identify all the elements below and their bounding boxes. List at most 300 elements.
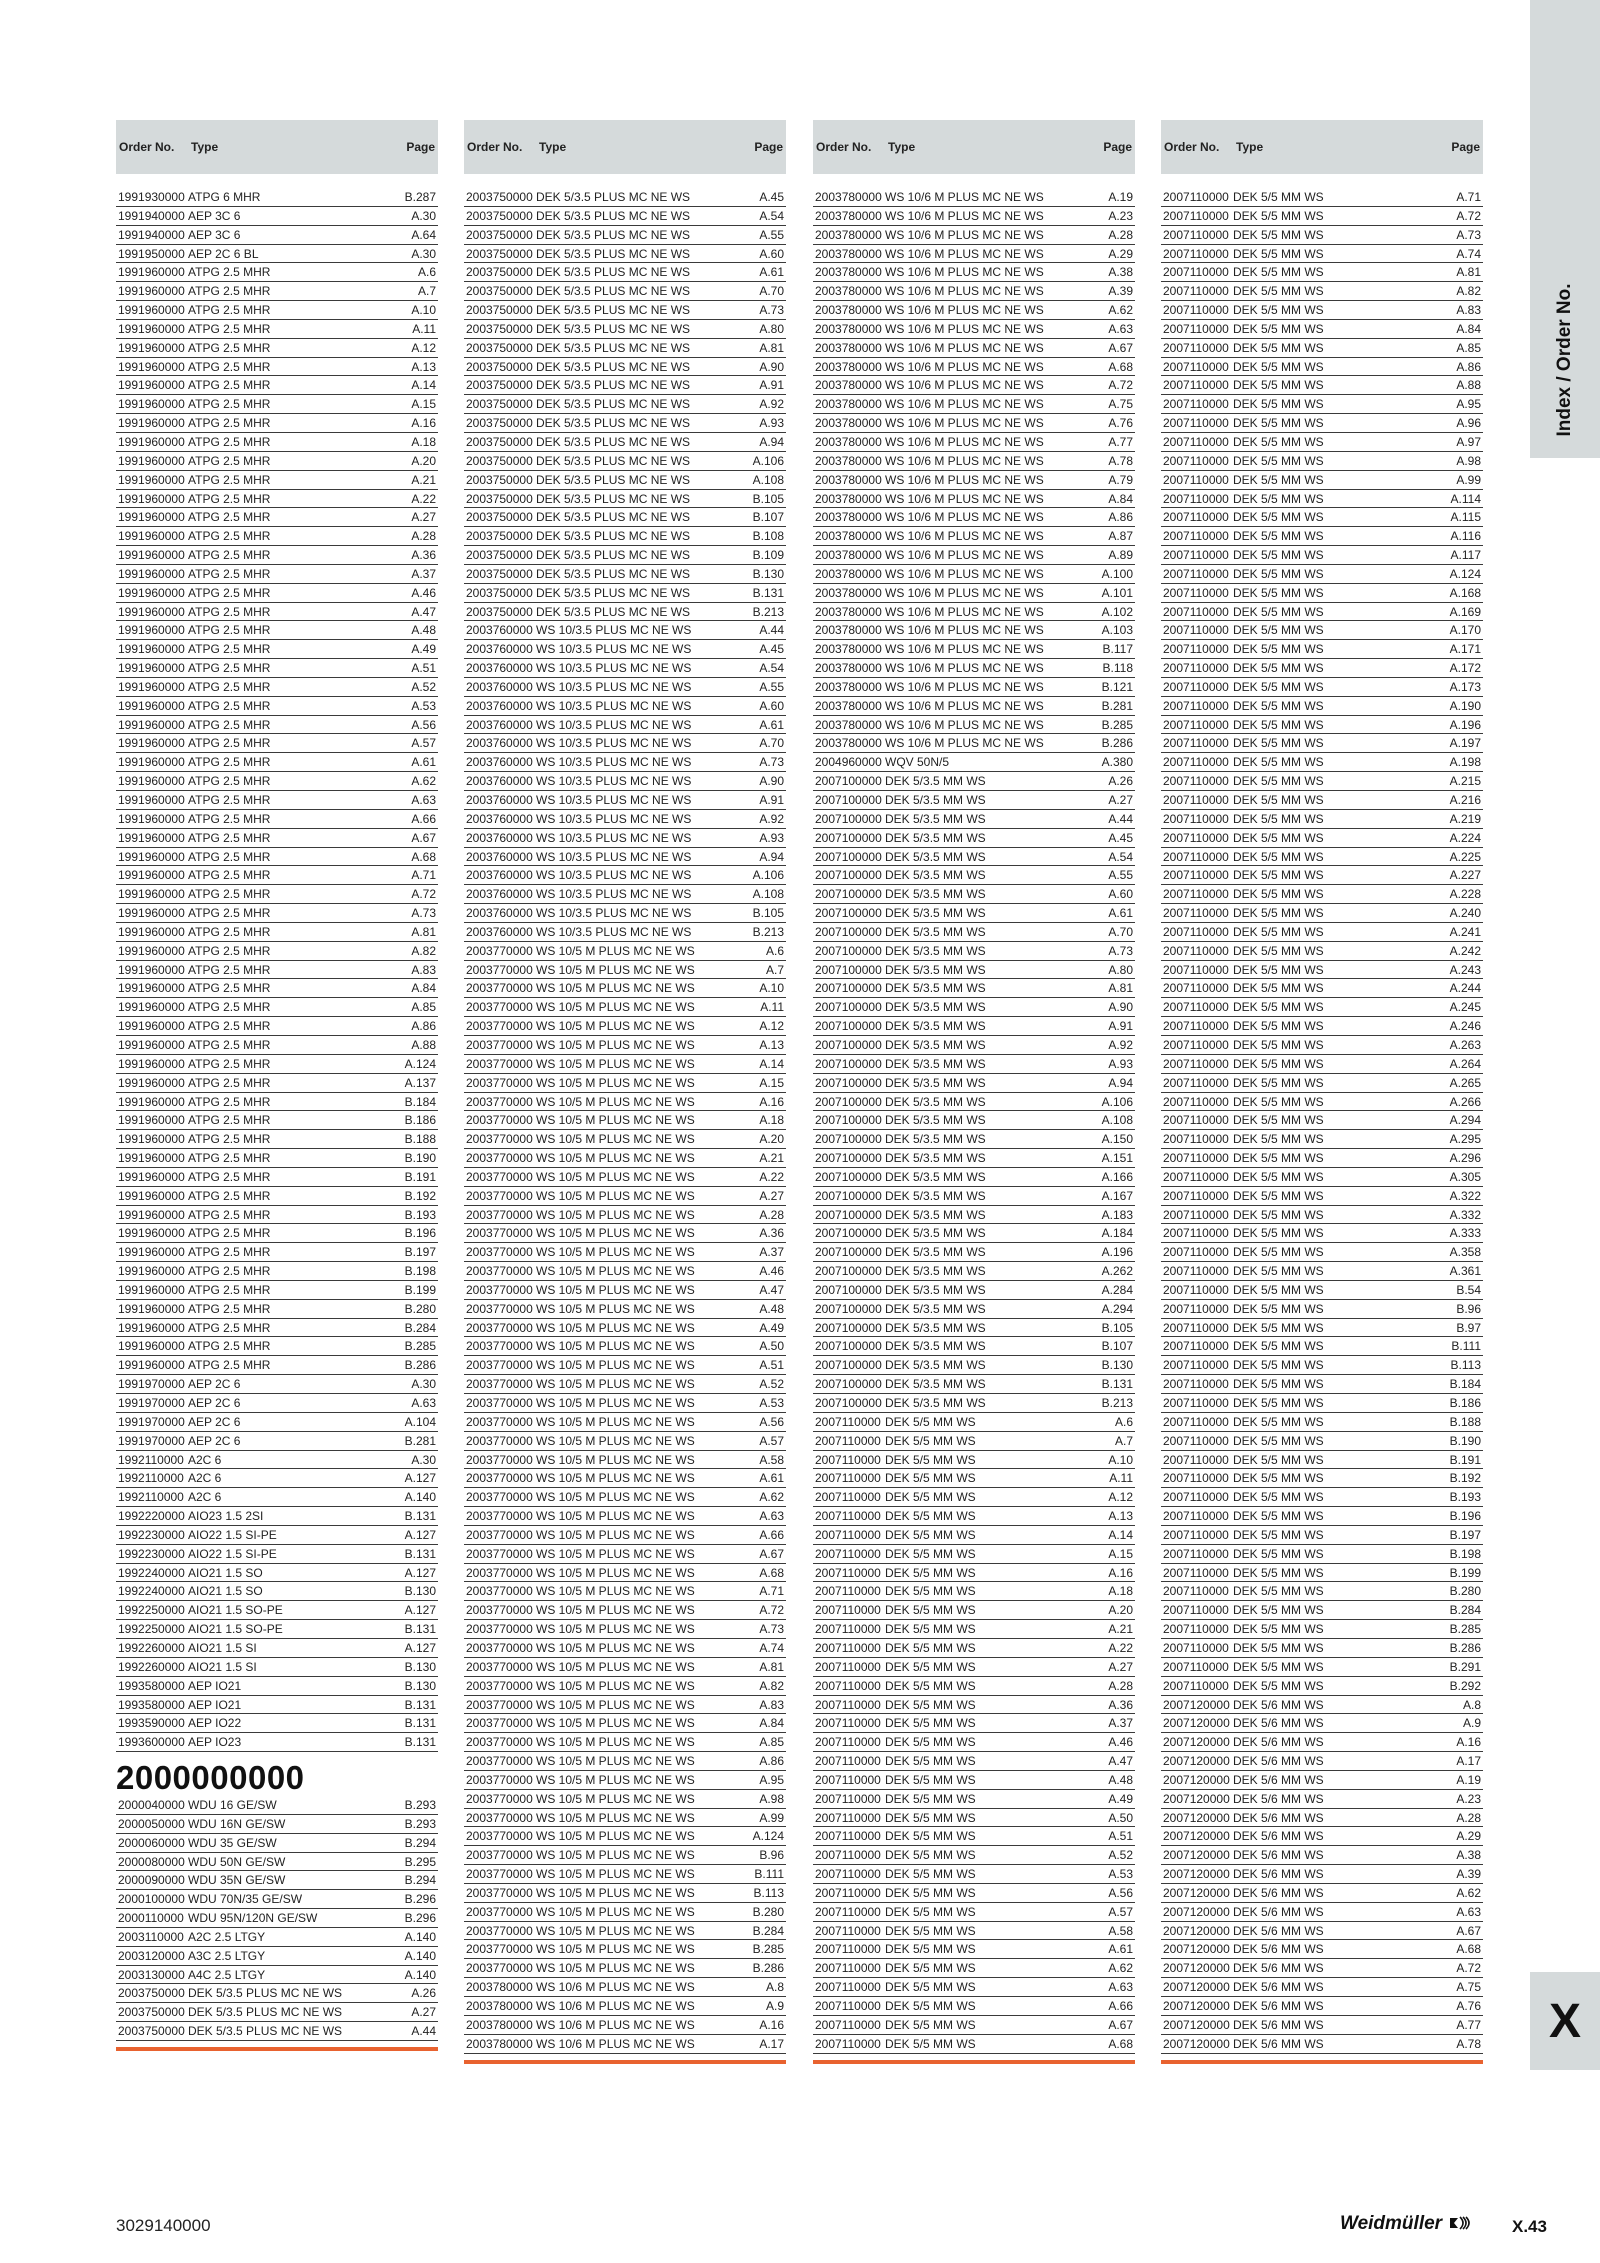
- page-ref-cell: A.87: [1108, 529, 1133, 544]
- table-row: [116, 301, 438, 320]
- page-ref-cell: A.80: [1108, 962, 1133, 977]
- order-number-cell: 1991960000: [118, 1037, 185, 1052]
- header-type: Type: [1236, 140, 1264, 154]
- order-number-cell: 2007110000: [1163, 548, 1229, 563]
- type-cell: DEK 5/3.5 MM WS: [885, 1000, 986, 1015]
- page-ref-cell: A.56: [1108, 1885, 1133, 1900]
- type-cell: DEK 5/5 MM WS: [1233, 1584, 1324, 1599]
- page-ref-cell: A.58: [1108, 1923, 1133, 1938]
- page-ref-cell: A.52: [1108, 1848, 1133, 1863]
- table-row: [116, 395, 438, 414]
- page-ref-cell: A.100: [1101, 566, 1133, 581]
- table-row: [116, 1093, 438, 1112]
- table-row: [464, 1922, 786, 1941]
- table-row: [813, 1149, 1135, 1168]
- page-ref-cell: A.332: [1449, 1207, 1481, 1222]
- type-cell: WS 10/5 M PLUS MC NE WS: [536, 1075, 695, 1090]
- order-number-cell: 2007100000: [815, 1207, 882, 1222]
- type-cell: DEK 5/3.5 PLUS MC NE WS: [536, 397, 691, 412]
- page-ref-cell: A.17: [1456, 1754, 1481, 1769]
- page-ref-cell: B.286: [404, 1358, 436, 1373]
- type-cell: ATPG 2.5 MHR: [188, 566, 271, 581]
- order-number-cell: 2003770000: [466, 1829, 533, 1844]
- page-ref-cell: A.20: [1108, 1603, 1133, 1618]
- table-row: [464, 490, 786, 509]
- table-row: [813, 1206, 1135, 1225]
- order-number-cell: 2007110000: [815, 1980, 881, 1995]
- order-number-cell: 2007100000: [815, 1019, 882, 1034]
- page-ref-cell: A.53: [759, 1396, 784, 1410]
- type-cell: DEK 5/3.5 PLUS MC NE WS: [536, 434, 691, 449]
- type-cell: A2C 2.5 LTGY: [188, 1929, 266, 1944]
- type-cell: DEK 5/5 MM WS: [1233, 472, 1324, 487]
- type-cell: DEK 5/3.5 MM WS: [885, 924, 986, 939]
- type-cell: DEK 5/5 MM WS: [1233, 1132, 1324, 1147]
- type-cell: WS 10/5 M PLUS MC NE WS: [536, 1867, 695, 1882]
- type-cell: DEK 5/3.5 MM WS: [885, 1019, 986, 1034]
- order-number-cell: 2007120000: [1163, 1810, 1230, 1825]
- type-cell: A2C 6: [188, 1452, 222, 1467]
- page-ref-cell: A.8: [765, 1980, 784, 1995]
- table-row: [1161, 320, 1483, 339]
- table-row: [464, 527, 786, 546]
- type-cell: WDU 16 GE/SW: [188, 1798, 277, 1813]
- order-number-cell: 2007110000: [1163, 246, 1229, 261]
- order-number-cell: 2007110000: [815, 1659, 881, 1674]
- type-cell: WS 10/6 M PLUS MC NE WS: [885, 698, 1044, 713]
- page-ref-cell: B.107: [752, 510, 784, 525]
- order-number-cell: 2007110000: [1163, 453, 1229, 468]
- page-ref-cell: A.322: [1449, 1188, 1481, 1203]
- order-number-cell: 2003780000: [815, 246, 882, 261]
- page-ref-cell: A.55: [1108, 868, 1133, 883]
- type-cell: DEK 5/3.5 MM WS: [885, 1226, 986, 1241]
- type-cell: DEK 5/5 MM WS: [1233, 548, 1324, 563]
- table-row: [1161, 640, 1483, 659]
- type-cell: WS 10/5 M PLUS MC NE WS: [536, 1452, 695, 1467]
- table-row: [813, 1846, 1135, 1865]
- type-cell: ATPG 2.5 MHR: [188, 340, 271, 355]
- type-cell: DEK 5/5 MM WS: [1233, 1207, 1324, 1222]
- table-row: [116, 1714, 438, 1733]
- page-ref-cell: A.66: [759, 1527, 784, 1542]
- table-row: [464, 1846, 786, 1865]
- page-ref-cell: B.197: [1449, 1527, 1481, 1542]
- order-number-cell: 2007110000: [815, 1848, 881, 1863]
- type-cell: DEK 5/5 MM WS: [885, 1509, 976, 1524]
- table-row: [464, 904, 786, 923]
- order-number-cell: 1991960000: [118, 265, 185, 280]
- table-row: [1161, 1733, 1483, 1752]
- order-number-cell: 1991960000: [118, 1151, 185, 1166]
- table-row: [116, 1966, 438, 1985]
- table-row: [813, 979, 1135, 998]
- table-row: [464, 1036, 786, 1055]
- table-row: [1161, 1526, 1483, 1545]
- type-cell: DEK 5/5 MM WS: [885, 1999, 976, 2013]
- table-row: [1161, 1714, 1483, 1733]
- page-ref-cell: A.50: [1108, 1810, 1133, 1825]
- type-cell: WS 10/3.5 PLUS MC NE WS: [536, 774, 692, 789]
- order-number-cell: 2003770000: [466, 1640, 533, 1655]
- order-number-cell: 2007110000: [1163, 1603, 1229, 1618]
- table-row: [464, 1319, 786, 1338]
- order-number-cell: 2003780000: [815, 340, 882, 355]
- order-number-cell: 2007120000: [1163, 1772, 1230, 1787]
- page-ref-cell: A.55: [759, 679, 784, 694]
- page-ref-cell: A.89: [1108, 548, 1133, 563]
- page-ref-cell: B.113: [753, 1885, 784, 1900]
- page-ref-cell: A.88: [1456, 378, 1481, 393]
- page-ref-cell: B.284: [404, 1320, 436, 1335]
- page-ref-cell: A.28: [1456, 1810, 1481, 1825]
- table-row: [1161, 885, 1483, 904]
- table-row: [116, 1432, 438, 1451]
- order-number-cell: 2003750000: [466, 510, 533, 525]
- table-row: [813, 1093, 1135, 1112]
- type-cell: A2C 6: [188, 1490, 222, 1505]
- order-number-cell: 2003760000: [466, 661, 533, 676]
- table-row: [116, 772, 438, 791]
- order-number-cell: 2003780000: [815, 397, 882, 412]
- order-number-cell: 2007100000: [815, 849, 882, 864]
- type-cell: DEK 5/5 MM WS: [885, 1603, 976, 1618]
- order-number-cell: 2007110000: [815, 1716, 881, 1731]
- table-row: [464, 508, 786, 527]
- table-row: [464, 376, 786, 395]
- index-rows: [464, 188, 786, 2054]
- table-row: [1161, 1564, 1483, 1583]
- type-cell: ATPG 2.5 MHR: [188, 698, 271, 713]
- type-cell: DEK 5/5 MM WS: [885, 1716, 976, 1731]
- order-number-cell: 2003760000: [466, 774, 533, 789]
- type-cell: ATPG 2.5 MHR: [188, 868, 271, 883]
- type-cell: DEK 5/3.5 MM WS: [885, 1282, 986, 1297]
- type-cell: DEK 5/5 MM WS: [1233, 265, 1324, 280]
- type-cell: WS 10/5 M PLUS MC NE WS: [536, 1603, 695, 1618]
- order-number-cell: 2007110000: [1163, 1301, 1229, 1316]
- page-ref-cell: B.118: [1102, 661, 1133, 676]
- page-ref-cell: A.27: [1108, 793, 1133, 807]
- order-number-cell: 2003770000: [466, 1037, 533, 1052]
- type-cell: WS 10/5 M PLUS MC NE WS: [536, 1188, 695, 1203]
- order-number-cell: 2003770000: [466, 1471, 533, 1486]
- side-tab-index[interactable]: [1530, 0, 1600, 458]
- type-cell: DEK 5/5 MM WS: [1233, 1037, 1324, 1052]
- table-row: [116, 1224, 438, 1243]
- type-cell: DEK 5/3.5 MM WS: [885, 1075, 986, 1090]
- page-ref-cell: A.26: [411, 1986, 436, 2001]
- type-cell: AEP IO21: [188, 1697, 242, 1712]
- table-row: [813, 1055, 1135, 1074]
- type-cell: DEK 5/3.5 MM WS: [885, 1151, 986, 1166]
- page-ref-cell: A.92: [759, 397, 784, 412]
- table-row: [464, 716, 786, 735]
- table-row: [464, 1507, 786, 1526]
- page-ref-cell: A.13: [411, 359, 436, 374]
- order-number-cell: 2003780000: [815, 321, 882, 336]
- table-row: [116, 1055, 438, 1074]
- page-ref-cell: A.102: [1101, 604, 1133, 619]
- page-ref-cell: A.81: [1456, 265, 1481, 280]
- type-cell: AIO22 1.5 SI-PE: [188, 1527, 277, 1542]
- type-cell: DEK 5/3.5 PLUS MC NE WS: [536, 284, 691, 299]
- header-page: Page: [1451, 140, 1480, 154]
- order-number-cell: 2003750000: [466, 246, 533, 261]
- type-cell: WS 10/6 M PLUS MC NE WS: [536, 1999, 695, 2013]
- page-ref-cell: B.199: [1449, 1565, 1481, 1580]
- type-cell: DEK 5/3.5 PLUS MC NE WS: [188, 1986, 343, 2001]
- order-number-cell: 2000080000: [118, 1854, 185, 1869]
- page-ref-cell: A.72: [1108, 378, 1133, 393]
- page-ref-cell: A.72: [411, 887, 436, 902]
- table-row: [813, 621, 1135, 640]
- order-number-cell: 2007110000: [1163, 811, 1229, 826]
- order-number-cell: 2007110000: [1163, 566, 1229, 581]
- type-cell: DEK 5/5 MM WS: [885, 1659, 976, 1674]
- order-number-cell: 1991960000: [118, 434, 185, 449]
- table-row: [813, 1017, 1135, 1036]
- order-number-cell: 2007110000: [815, 1603, 881, 1618]
- column-header: [813, 120, 1135, 174]
- type-cell: DEK 5/5 MM WS: [1233, 811, 1324, 826]
- order-number-cell: 2003780000: [815, 642, 882, 657]
- page-ref-cell: A.27: [411, 2005, 436, 2020]
- table-row: [464, 1733, 786, 1752]
- type-cell: WS 10/6 M PLUS MC NE WS: [885, 642, 1044, 657]
- page-ref-cell: A.51: [411, 661, 436, 676]
- order-number-cell: 2007110000: [815, 1999, 881, 2013]
- order-number-cell: 2003750000: [466, 359, 533, 374]
- type-cell: ATPG 2.5 MHR: [188, 906, 271, 921]
- type-cell: WS 10/5 M PLUS MC NE WS: [536, 1546, 695, 1561]
- table-row: [813, 282, 1135, 301]
- order-number-cell: 2007110000: [1163, 359, 1229, 374]
- page-ref-cell: A.68: [759, 1565, 784, 1580]
- table-row: [116, 1658, 438, 1677]
- order-number-cell: 2003750000: [466, 340, 533, 355]
- table-row: [813, 565, 1135, 584]
- section-heading: 2000000000: [116, 1759, 305, 1797]
- order-number-cell: 2007110000: [1163, 416, 1229, 431]
- order-number-cell: 2007110000: [815, 1735, 881, 1750]
- table-row: [813, 471, 1135, 490]
- order-number-cell: 1991960000: [118, 642, 185, 657]
- page-number: X.43: [1512, 2217, 1547, 2236]
- page-ref-cell: A.57: [411, 736, 436, 751]
- brand-name: Weidmüller: [1340, 2213, 1443, 2234]
- page-ref-cell: A.78: [1108, 453, 1133, 468]
- table-row: [813, 1375, 1135, 1394]
- type-cell: AEP IO21: [188, 1678, 242, 1693]
- table-row: [1161, 829, 1483, 848]
- order-number-cell: 1991960000: [118, 1226, 185, 1241]
- table-row: [116, 1206, 438, 1225]
- page-ref-cell: A.83: [759, 1697, 784, 1712]
- table-row: [813, 376, 1135, 395]
- page-ref-cell: A.333: [1449, 1226, 1481, 1241]
- page-ref-cell: A.63: [1456, 1904, 1481, 1919]
- page-ref-cell: A.124: [404, 1056, 436, 1071]
- table-row: [813, 923, 1135, 942]
- table-row: [813, 1526, 1135, 1545]
- page-ref-cell: A.14: [759, 1056, 784, 1071]
- table-row: [116, 716, 438, 735]
- page-ref-cell: A.215: [1449, 774, 1481, 789]
- page-ref-cell: B.286: [1101, 736, 1133, 751]
- order-number-cell: 1991940000: [118, 208, 185, 223]
- type-cell: ATPG 2.5 MHR: [188, 1339, 271, 1354]
- page-ref-cell: A.167: [1101, 1188, 1133, 1203]
- page-ref-cell: A.16: [1108, 1565, 1133, 1580]
- page-ref-cell: B.131: [404, 1546, 436, 1561]
- page-ref-cell: A.116: [1450, 529, 1481, 544]
- type-cell: DEK 5/3.5 MM WS: [885, 1396, 986, 1410]
- side-tab-letter[interactable]: X: [1530, 1972, 1600, 2070]
- table-row: [1161, 565, 1483, 584]
- page-ref-cell: A.94: [759, 434, 784, 449]
- type-cell: DEK 5/5 MM WS: [1233, 1113, 1324, 1128]
- table-row: [116, 1639, 438, 1658]
- table-row: [464, 1771, 786, 1790]
- page-ref-cell: B.130: [404, 1584, 436, 1599]
- type-cell: DEK 5/5 MM WS: [885, 1810, 976, 1825]
- order-number-cell: 2007110000: [815, 1961, 881, 1976]
- table-row: [813, 1243, 1135, 1262]
- order-number-cell: 2003770000: [466, 1923, 533, 1938]
- table-row: [464, 1564, 786, 1583]
- page-ref-cell: A.88: [411, 1037, 436, 1052]
- type-cell: DEK 5/5 MM WS: [1233, 1019, 1324, 1034]
- type-cell: DEK 5/5 MM WS: [1233, 1226, 1324, 1241]
- type-cell: DEK 5/5 MM WS: [1233, 321, 1324, 336]
- type-cell: AEP 3C 6: [188, 227, 241, 242]
- type-cell: ATPG 2.5 MHR: [188, 755, 271, 770]
- page-ref-cell: A.106: [1101, 1094, 1133, 1109]
- type-cell: ATPG 2.5 MHR: [188, 1113, 271, 1128]
- table-row: [813, 1865, 1135, 1884]
- type-cell: ATPG 2.5 MHR: [188, 453, 271, 468]
- type-cell: WS 10/3.5 PLUS MC NE WS: [536, 811, 692, 826]
- order-number-cell: 2007110000: [1163, 830, 1229, 845]
- table-row: [116, 621, 438, 640]
- type-cell: DEK 5/3.5 PLUS MC NE WS: [536, 378, 691, 393]
- page-ref-cell: A.20: [759, 1132, 784, 1147]
- table-row: [1161, 1111, 1483, 1130]
- table-row: [813, 1564, 1135, 1583]
- page-ref-cell: A.53: [411, 698, 436, 713]
- order-number-cell: 2003770000: [466, 1339, 533, 1354]
- page-ref-cell: A.26: [1108, 774, 1133, 789]
- table-row: [813, 678, 1135, 697]
- table-row: [1161, 942, 1483, 961]
- page-ref-cell: A.48: [411, 623, 436, 638]
- page-ref-cell: B.111: [754, 1867, 784, 1882]
- table-row: [116, 1337, 438, 1356]
- type-cell: AIO21 1.5 SI: [188, 1640, 257, 1655]
- page-ref-cell: A.21: [411, 472, 436, 487]
- type-cell: ATPG 2.5 MHR: [188, 1188, 271, 1203]
- type-cell: DEK 5/5 MM WS: [1233, 1000, 1324, 1015]
- page-ref-cell: A.79: [1108, 472, 1133, 487]
- page-ref-cell: A.94: [1108, 1075, 1133, 1090]
- page-ref-cell: A.90: [759, 359, 784, 374]
- type-cell: WS 10/5 M PLUS MC NE WS: [536, 1678, 695, 1693]
- type-cell: DEK 5/6 MM WS: [1233, 1961, 1324, 1976]
- type-cell: WS 10/6 M PLUS MC NE WS: [885, 246, 1044, 261]
- order-number-cell: 2007100000: [815, 811, 882, 826]
- table-row: [813, 1997, 1135, 2016]
- order-number-cell: 1991960000: [118, 906, 185, 921]
- order-number-cell: 2007110000: [1163, 943, 1229, 958]
- table-row: [1161, 1582, 1483, 1601]
- page-ref-cell: A.68: [411, 849, 436, 864]
- page-ref-cell: A.266: [1449, 1094, 1481, 1109]
- table-row: [116, 1696, 438, 1715]
- order-number-cell: 2004960000: [815, 755, 882, 770]
- table-row: [813, 1658, 1135, 1677]
- table-row: [1161, 301, 1483, 320]
- table-row: [813, 226, 1135, 245]
- header-page: Page: [754, 140, 783, 154]
- page-ref-cell: A.30: [411, 1452, 436, 1467]
- table-row: [1161, 188, 1483, 207]
- order-number-cell: 2007110000: [1163, 1509, 1229, 1524]
- type-cell: DEK 5/5 MM WS: [1233, 1075, 1324, 1090]
- page-ref-cell: A.22: [411, 491, 436, 506]
- table-row: [813, 1545, 1135, 1564]
- order-number-cell: 2007110000: [1163, 1659, 1229, 1674]
- type-cell: DEK 5/5 MM WS: [885, 1452, 976, 1467]
- order-number-cell: 2000050000: [118, 1816, 185, 1831]
- page-ref-cell: A.7: [1114, 1433, 1133, 1448]
- page-ref-cell: A.20: [411, 453, 436, 468]
- table-row: [116, 1620, 438, 1639]
- index-column-4: [1161, 120, 1483, 2064]
- type-cell: DEK 5/3.5 PLUS MC NE WS: [536, 416, 691, 431]
- table-row: [813, 358, 1135, 377]
- order-number-cell: 2007110000: [1163, 755, 1229, 770]
- table-row: [1161, 1771, 1483, 1790]
- type-cell: WS 10/3.5 PLUS MC NE WS: [536, 793, 692, 807]
- table-row: [116, 866, 438, 885]
- order-number-cell: 2003780000: [815, 359, 882, 374]
- order-number-cell: 2007100000: [815, 1037, 882, 1052]
- order-number-cell: 2007120000: [1163, 1999, 1230, 2013]
- order-number-cell: 2007100000: [815, 1094, 882, 1109]
- type-cell: AIO21 1.5 SO-PE: [188, 1622, 283, 1637]
- table-row: [1161, 2016, 1483, 2035]
- table-row: [1161, 1809, 1483, 1828]
- type-cell: DEK 5/6 MM WS: [1233, 1716, 1324, 1731]
- table-row: [1161, 1300, 1483, 1319]
- type-cell: AIO22 1.5 SI-PE: [188, 1546, 277, 1561]
- table-row: [1161, 358, 1483, 377]
- table-row: [1161, 1375, 1483, 1394]
- page-ref-cell: A.219: [1449, 811, 1481, 826]
- type-cell: WS 10/3.5 PLUS MC NE WS: [536, 755, 692, 770]
- type-cell: WS 10/5 M PLUS MC NE WS: [536, 1414, 695, 1429]
- table-row: [813, 1507, 1135, 1526]
- page-ref-cell: A.60: [759, 246, 784, 261]
- order-number-cell: 2007110000: [1163, 265, 1229, 280]
- order-number-cell: 2007110000: [815, 1471, 881, 1486]
- type-cell: DEK 5/5 MM WS: [1233, 1358, 1324, 1373]
- page-ref-cell: A.86: [1456, 359, 1481, 374]
- table-row: [1161, 226, 1483, 245]
- order-number-cell: 2003780000: [466, 2036, 533, 2051]
- type-cell: DEK 5/5 MM WS: [1233, 1546, 1324, 1561]
